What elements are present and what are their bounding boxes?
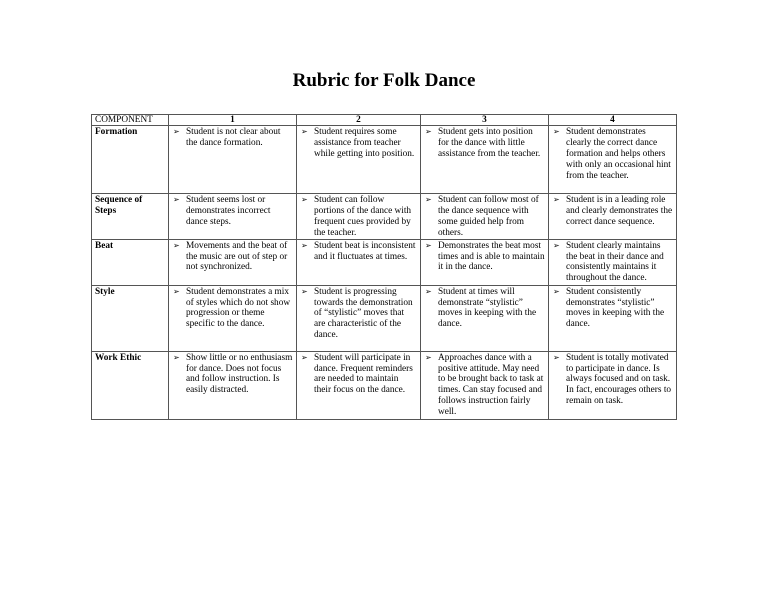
header-score-2: 2: [297, 115, 421, 126]
criterion-text: Demonstrates the beat most times and is able to maintain it in the dance.: [438, 240, 545, 273]
arrow-bullet-icon: ➢: [425, 240, 432, 250]
bullet-item: [300, 352, 417, 397]
criterion-text: Approaches dance with a positive attitude. May need to be brought back to task at times. Can stay focused and follows instruction fairly well.: [438, 352, 544, 418]
criterion-text: Student is totally motivated to participate in dance. Is always focused and on task. In fact, encourages others to remain on task.: [566, 352, 672, 407]
bullet-item: [300, 194, 417, 239]
bullet-item: [552, 194, 673, 228]
rubric-cell-score-3: [421, 351, 549, 419]
criterion-text: Student can follow most of the dance sequence with some guided help from others.: [438, 195, 539, 238]
criterion-text: Student can follow portions of the dance with frequent cues provided by the teacher.: [314, 195, 412, 238]
bullet-item: [172, 126, 293, 149]
bullet-item: [424, 352, 545, 418]
rubric-cell-score-1: [169, 126, 297, 194]
criterion-text: Student is not clear about the dance formation.: [186, 127, 281, 148]
rubric-cell-score-2: [297, 126, 421, 194]
arrow-bullet-icon: ➢: [553, 352, 560, 362]
rubric-cell-score-4: [549, 194, 677, 240]
header-score-1: 1: [169, 115, 297, 126]
bullet-item: [300, 240, 417, 263]
arrow-bullet-icon: ➢: [173, 195, 180, 204]
rubric-cell-score-3: [421, 126, 549, 194]
criterion-text: Student at times will demonstrate “stylistic” moves in keeping with the dance.: [438, 286, 537, 330]
criterion-text: Student beat is inconsistent and it fluctuates at times.: [314, 240, 416, 262]
bullet-item: [300, 286, 417, 342]
arrow-bullet-icon: ➢: [301, 286, 308, 296]
rubric-cell-score-2: [297, 239, 421, 285]
bullet-item: [424, 286, 545, 331]
arrow-bullet-icon: ➢: [553, 286, 560, 296]
rubric-cell-score-4: [549, 126, 677, 194]
rubric-cell-score-2: [297, 194, 421, 240]
rubric-cell-score-3: [421, 194, 549, 240]
rubric-cell-score-1: [169, 351, 297, 419]
rubric-cell-score-1: [169, 194, 297, 240]
arrow-bullet-icon: ➢: [553, 240, 560, 250]
criterion-text: Student clearly maintains the beat in their dance and consistently maintains it throughout the dance.: [566, 240, 664, 284]
rubric-cell-score-2: [297, 351, 421, 419]
bullet-item: [552, 126, 673, 182]
table-row: [92, 285, 677, 351]
arrow-bullet-icon: ➢: [173, 127, 180, 136]
criterion-text: Student demonstrates a mix of styles which do not show progression or theme specific to the dance.: [186, 286, 291, 330]
table-row: [92, 351, 677, 419]
arrow-bullet-icon: ➢: [301, 240, 308, 250]
arrow-bullet-icon: ➢: [553, 195, 560, 204]
criterion-text: Show little or no enthusiasm for dance. Does not focus and follow instruction. Is easily distracted.: [186, 352, 293, 396]
arrow-bullet-icon: ➢: [301, 195, 308, 204]
component-label: Sequence of Steps: [92, 194, 169, 240]
component-label: Work Ethic: [92, 351, 169, 419]
criterion-text: Student seems lost or demonstrates incorrect dance steps.: [186, 195, 271, 227]
rubric-cell-score-4: [549, 239, 677, 285]
rubric-cell-score-2: [297, 285, 421, 351]
rubric-table: [91, 114, 677, 420]
rubric-cell-score-3: [421, 285, 549, 351]
criterion-text: Student gets into position for the dance with little assistance from the teacher.: [438, 127, 541, 159]
component-label: Style: [92, 285, 169, 351]
bullet-item: [172, 194, 293, 228]
header-score-4: 4: [549, 115, 677, 126]
bullet-item: [300, 126, 417, 160]
bullet-item: [424, 126, 545, 160]
bullet-item: [172, 240, 293, 274]
bullet-item: [424, 194, 545, 239]
page-title: Rubric for Folk Dance: [292, 70, 476, 91]
arrow-bullet-icon: ➢: [173, 286, 180, 296]
criterion-text: Student consistently demonstrates “stylistic” moves in keeping with the dance.: [566, 286, 665, 330]
arrow-bullet-icon: ➢: [425, 195, 432, 204]
component-label: Formation: [92, 126, 169, 194]
arrow-bullet-icon: ➢: [301, 127, 308, 136]
criterion-text: Student is progressing towards the demonstration of “stylistic” moves that are characteristic of the dance.: [314, 286, 413, 341]
arrow-bullet-icon: ➢: [425, 286, 432, 296]
bullet-item: [424, 240, 545, 274]
header-component: COMPONENT: [92, 115, 169, 126]
bullet-item: [172, 352, 293, 397]
arrow-bullet-icon: ➢: [553, 127, 560, 136]
criterion-text: Student is in a leading role and clearly demonstrates the correct dance sequence.: [566, 195, 673, 227]
header-row: [92, 115, 677, 126]
criterion-text: Student demonstrates clearly the correct dance formation and helps others with only an occasional hint from the teacher.: [566, 127, 671, 181]
criterion-text: Student requires some assistance from teacher while getting into position.: [314, 127, 415, 159]
rubric-cell-score-4: [549, 285, 677, 351]
arrow-bullet-icon: ➢: [425, 127, 432, 136]
bullet-item: [172, 286, 293, 331]
rubric-cell-score-4: [549, 351, 677, 419]
component-label: Beat: [92, 239, 169, 285]
rubric-cell-score-3: [421, 239, 549, 285]
bullet-item: [552, 352, 673, 408]
bullet-item: [552, 286, 673, 331]
criterion-text: Student will participate in dance. Frequent reminders are needed to maintain their focus on the dance.: [314, 352, 413, 396]
rubric-cell-score-1: [169, 239, 297, 285]
table-row: [92, 239, 677, 285]
arrow-bullet-icon: ➢: [173, 352, 180, 362]
bullet-item: [552, 240, 673, 285]
arrow-bullet-icon: ➢: [301, 352, 308, 362]
criterion-text: Movements and the beat of the music are out of step or not synchronized.: [186, 240, 288, 273]
arrow-bullet-icon: ➢: [173, 240, 180, 250]
rubric-cell-score-1: [169, 285, 297, 351]
table-row: [92, 194, 677, 240]
arrow-bullet-icon: ➢: [425, 352, 432, 362]
header-score-3: 3: [421, 115, 549, 126]
table-row: [92, 126, 677, 194]
